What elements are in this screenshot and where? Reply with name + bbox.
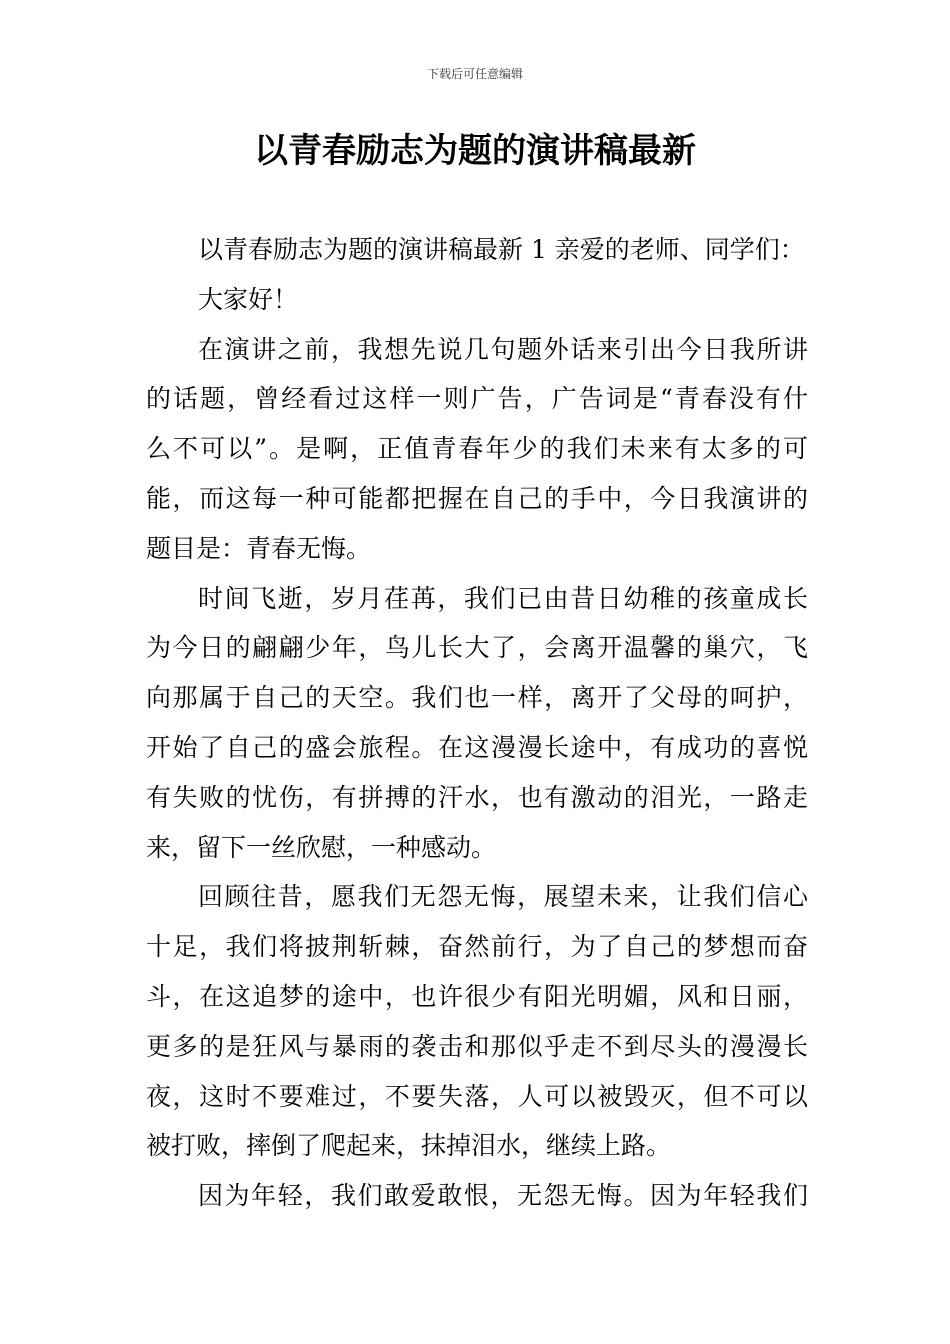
text-line: 斗，在这追梦的途中，也许很少有阳光明媚，风和日丽， bbox=[146, 981, 808, 1011]
text-line: 更多的是狂风与暴雨的袭击和那似乎走不到尽头的漫漫长 bbox=[146, 1031, 808, 1061]
text-line: 么不可以”。是啊，正值青春年少的我们未来有太多的可 bbox=[146, 434, 808, 464]
text-line: 能，而这每一种可能都把握在自己的手中，今日我演讲的 bbox=[146, 483, 808, 513]
document-title: 以青春励志为题的演讲稿最新 bbox=[254, 131, 696, 171]
text-line: 在演讲之前，我想先说几句题外话来引出今日我所讲 bbox=[198, 334, 808, 364]
text-line: 十足，我们将披荆斩棘，奋然前行，为了自己的梦想而奋 bbox=[146, 932, 808, 962]
text-line: 有失败的忧伤，有拼搏的汗水，也有激动的泪光，一路走 bbox=[146, 782, 808, 812]
text-line: 来，留下一丝欣慰，一种感动。 bbox=[146, 832, 497, 862]
text-line: 的话题，曾经看过这样一则广告，广告词是“青春没有什 bbox=[146, 384, 808, 414]
header-note: 下载后可任意编辑 bbox=[426, 67, 523, 81]
text-line: 大家好！ bbox=[198, 284, 299, 314]
text-line: 夜，这时不要难过，不要失落，人可以被毁灭，但不可以 bbox=[146, 1081, 808, 1111]
text-line: 因为年轻，我们敢爱敢恨，无怨无悔。因为年轻我们 bbox=[198, 1181, 808, 1211]
document-body bbox=[146, 225, 808, 1221]
text-line: 开始了自己的盛会旅程。在这漫漫长途中，有成功的喜悦 bbox=[146, 732, 808, 762]
text-line: 时间飞逝，岁月荏苒，我们已由昔日幼稚的孩童成长 bbox=[198, 583, 808, 613]
text-line: 题目是：青春无悔。 bbox=[146, 533, 372, 563]
text-line: 回顾往昔，愿我们无怨无悔，展望未来，让我们信心 bbox=[198, 882, 808, 912]
text-line: 被打败，摔倒了爬起来，抹掉泪水，继续上路。 bbox=[146, 1131, 672, 1161]
text-line: 为今日的翩翩少年，鸟儿长大了，会离开温馨的巢穴，飞 bbox=[146, 633, 808, 663]
text-line: 向那属于自己的天空。我们也一样，离开了父母的呵护， bbox=[146, 683, 808, 713]
text-line: 以青春励志为题的演讲稿最新 1 亲爱的老师、同学们： bbox=[198, 235, 805, 264]
